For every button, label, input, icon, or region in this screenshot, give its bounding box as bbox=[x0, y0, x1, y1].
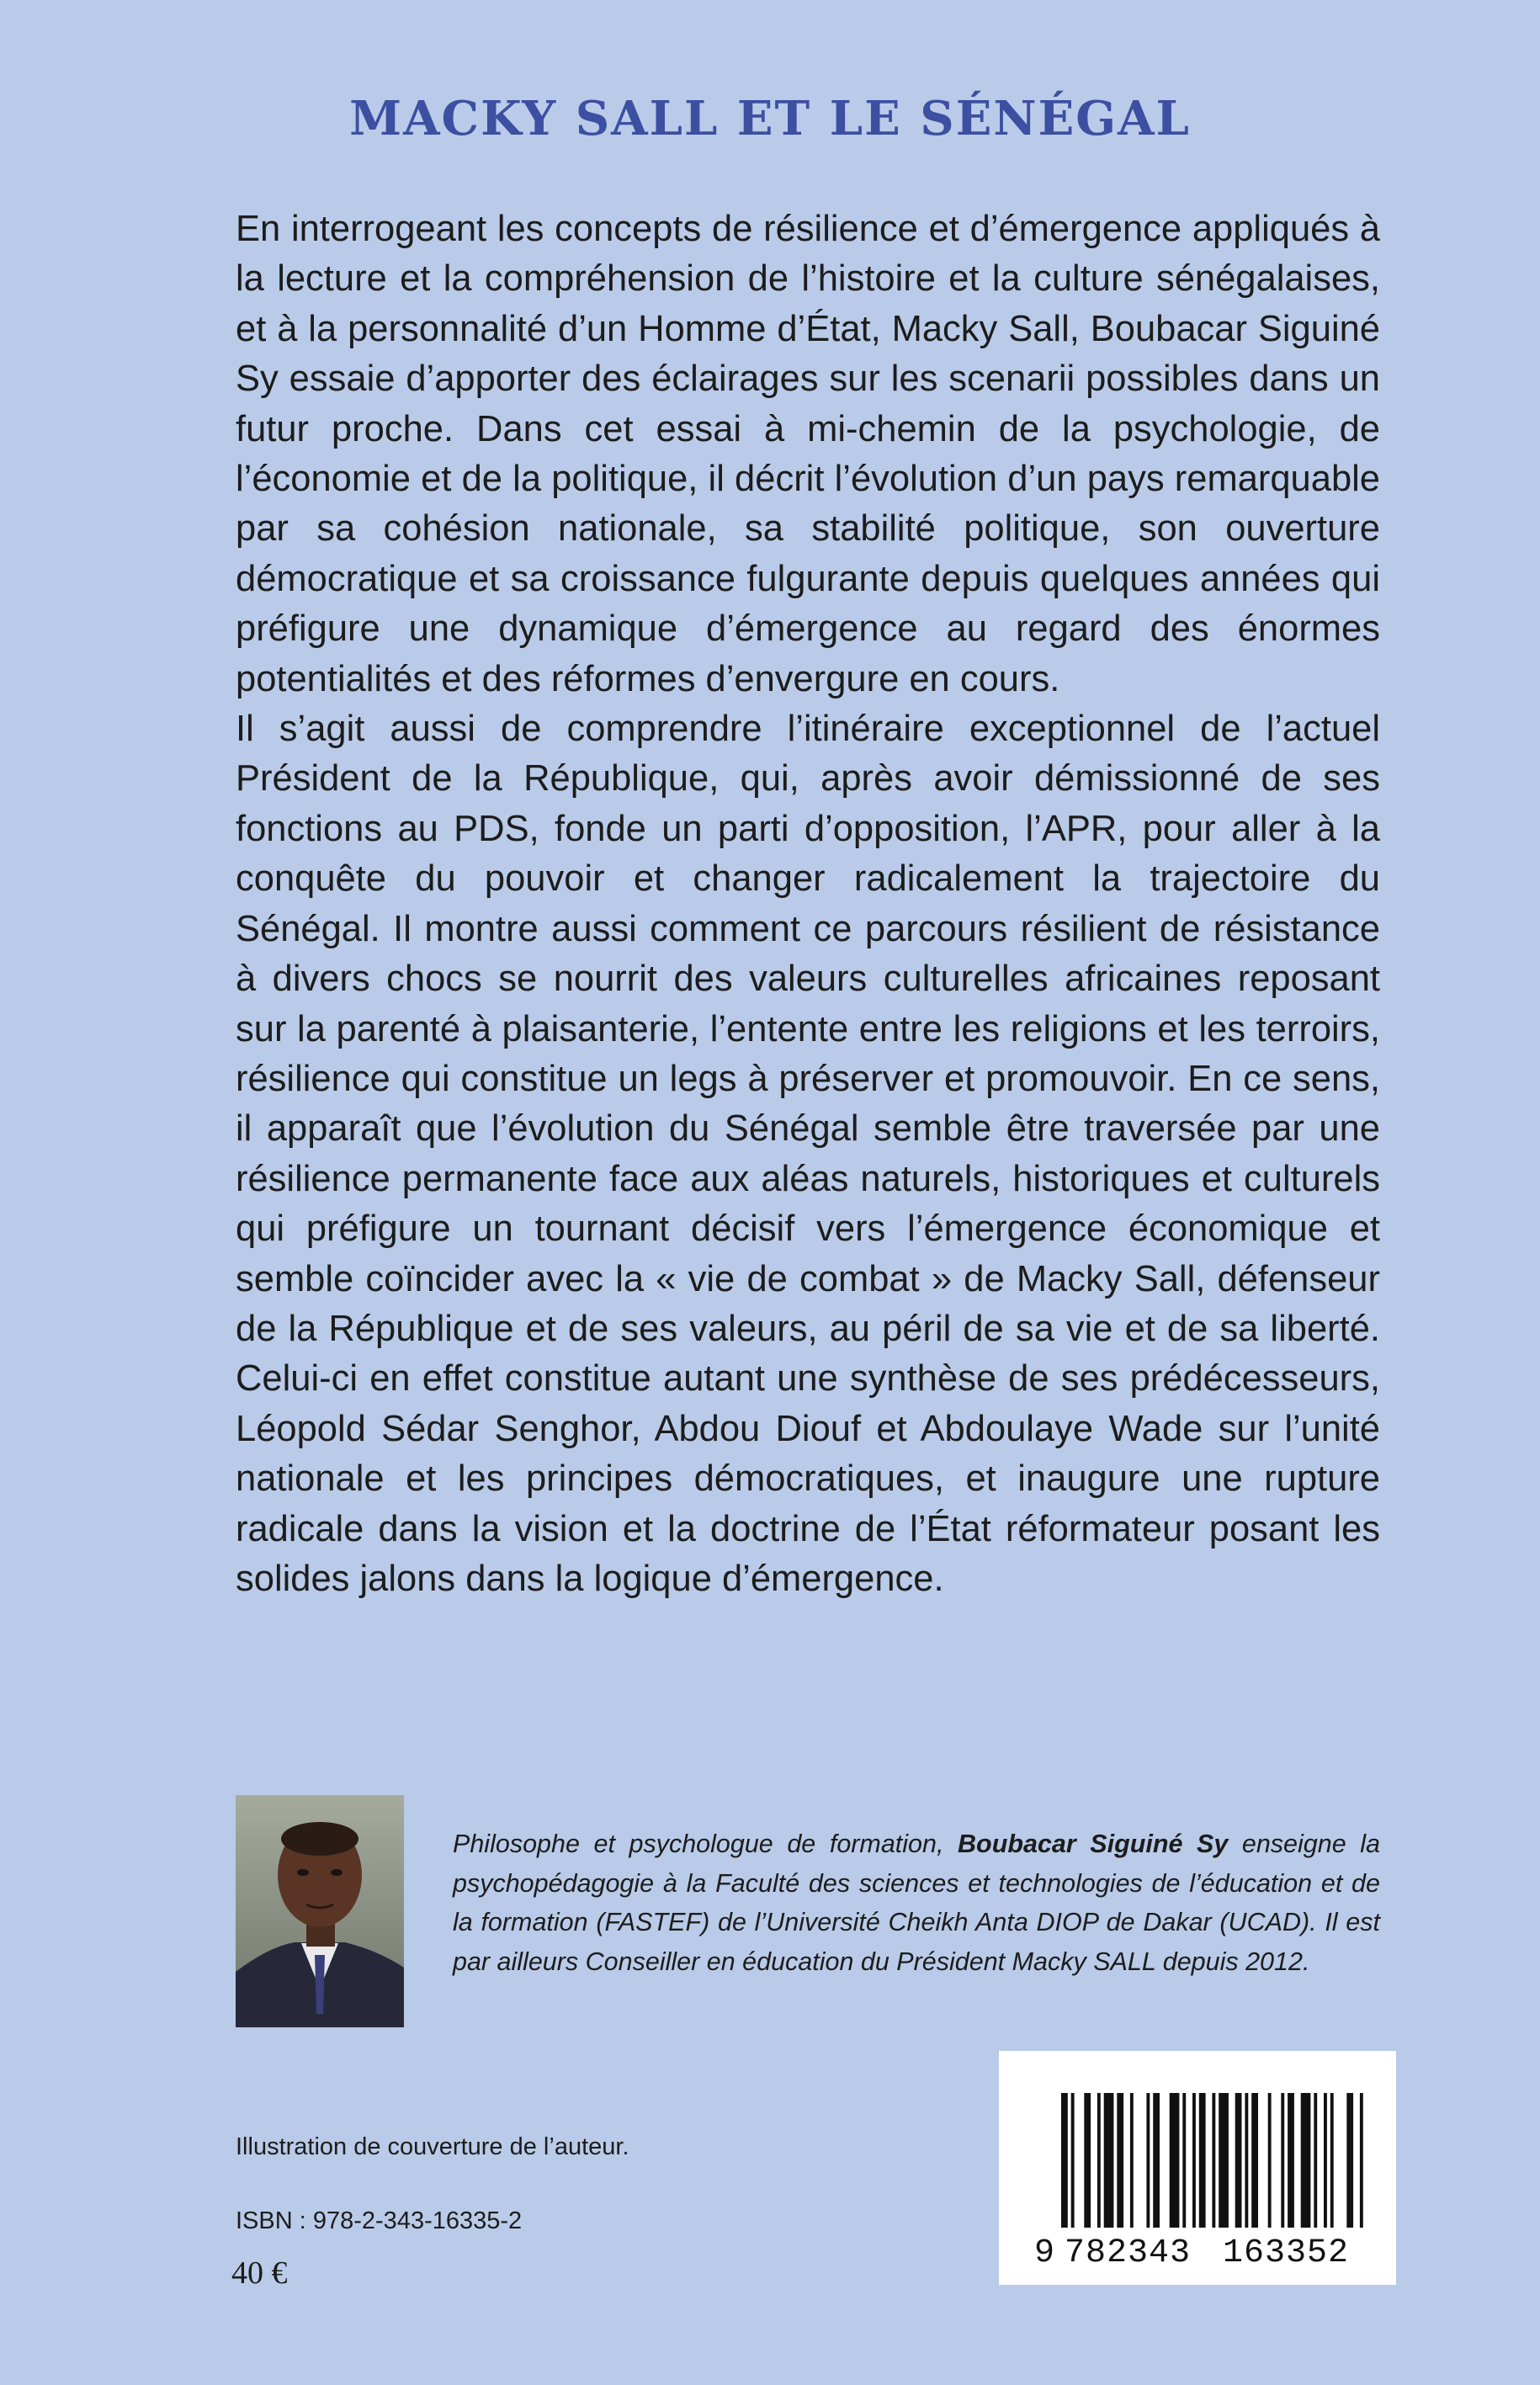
summary-paragraph: Il s’agit aussi de comprendre l’itinéraire exceptionnel de l’actuel Président de la République, qui, après avoir démissionné de ses fonctions au PDS, fonde un parti d’opposition, l’APR, pour aller à la conquête du pouvoir et changer radicalement la trajectoire du Sénégal. Il montre aussi comment ce parcours résilient de résistance à divers chocs se nourrit des valeurs culturelles africaines reposant sur la parenté à plaisanterie, l’entente entre les religions et les terroirs, résilience qui constitue un legs à préserver et promouvoir. En ce sens, il apparaît que l’évolution du Sénégal semble être traversée par une résilience permanente face aux aléas naturels, historiques et culturels qui préfigure un tournant décisif vers l’émergence économique et semble coïncider avec la « vie de combat » de Macky Sall, défenseur de la République et de ses valeurs, au péril de sa vie et de sa liberté. Celui-ci en effet constitue autant une synthèse de ses prédécesseurs, Léopold Sédar Senghor, Abdou Diouf et Abdoulaye Wade sur l’unité nationale et les principes démocratiques, et inaugure une rupture radicale dans la vision et la doctrine de l’État réformateur posant les solides jalons dans la logique d’émergence. bbox=[236, 709, 1380, 1599]
bio-text: Philosophe et psychologue de formation, bbox=[453, 1830, 959, 1858]
barcode-bar bbox=[1301, 2093, 1311, 2228]
author-bio bbox=[453, 1825, 1380, 1981]
barcode-bar bbox=[1324, 2093, 1327, 2228]
barcode-bar bbox=[1212, 2093, 1215, 2228]
book-title: MACKY SALL ET LE SÉNÉGAL bbox=[349, 91, 1191, 146]
barcode-bar bbox=[1146, 2093, 1150, 2228]
barcode-bar bbox=[1268, 2093, 1272, 2228]
barcode-bar bbox=[1288, 2093, 1294, 2228]
barcode-bar bbox=[1182, 2093, 1186, 2228]
barcode-bar bbox=[1117, 2093, 1123, 2228]
barcode-bar bbox=[1192, 2093, 1196, 2228]
barcode-bar bbox=[1170, 2093, 1180, 2228]
barcode-bar bbox=[1097, 2093, 1101, 2228]
barcode-bar bbox=[1330, 2093, 1334, 2228]
barcode-bar bbox=[1130, 2093, 1134, 2228]
price: 40 € bbox=[231, 2255, 288, 2291]
summary-paragraph: En interrogeant les concepts de résilience et d’émergence appliqués à la lecture et la compréhension de l’histoire et la culture sénégalaises, et à la personnalité d’un Homme d’État, Macky Sall, Boubacar Siguiné Sy essaie d’apporter des éclairages sur les scenarii possibles dans un futur proche. Dans cet essai à mi-chemin de la psychologie, de l’économie et de la politique, il décrit l’évolution d’un pays remarquable par sa cohésion nationale, sa stabilité politique, son ouverture démocratique et sa croissance fulgurante depuis quelques années qui préfigure une dynamique d’émergence au regard des énormes potentialités et des réformes d’envergure en cours. bbox=[236, 209, 1380, 699]
barcode bbox=[999, 2051, 1396, 2285]
barcode-graphic bbox=[999, 2051, 1396, 2285]
barcode-bar bbox=[1084, 2093, 1091, 2228]
barcode-bars bbox=[1061, 2093, 1363, 2228]
barcode-bar bbox=[1360, 2093, 1363, 2228]
barcode-bar bbox=[1104, 2093, 1114, 2228]
author-portrait-image bbox=[236, 1795, 404, 2027]
barcode-bar bbox=[1061, 2093, 1068, 2228]
bio-text: enseigne la psychopédagogie à la Faculté des sciences et technologies de l’éducation et de la formation (FASTEF) de l’Université Cheikh Anta DIOP de Dakar (UCAD). Il est par ailleurs Conseiller en éducation du Président Macky SALL depuis 2012. bbox=[453, 1830, 1380, 1976]
barcode-bar bbox=[1245, 2093, 1248, 2228]
barcode-bar bbox=[1314, 2093, 1317, 2228]
cover-illustration-credit: Illustration de couverture de l’auteur. bbox=[236, 2133, 629, 2160]
back-cover-summary bbox=[236, 205, 1380, 1604]
author-name: Boubacar Siguiné Sy bbox=[958, 1830, 1229, 1858]
barcode-bar bbox=[1235, 2093, 1242, 2228]
barcode-bar bbox=[1346, 2093, 1353, 2228]
barcode-digits-left: 782343 bbox=[1065, 2234, 1192, 2272]
barcode-digits-right: 163352 bbox=[1223, 2234, 1350, 2272]
barcode-bar bbox=[1251, 2093, 1258, 2228]
barcode-bar bbox=[1071, 2093, 1075, 2228]
author-photo bbox=[236, 1795, 404, 2027]
isbn: ISBN : 978-2-343-16335-2 bbox=[236, 2207, 523, 2234]
barcode-bar bbox=[1219, 2093, 1229, 2228]
barcode-digit: 9 bbox=[1034, 2234, 1055, 2272]
barcode-bar bbox=[1281, 2093, 1284, 2228]
barcode-bar bbox=[1199, 2093, 1206, 2228]
barcode-bar bbox=[1153, 2093, 1160, 2228]
